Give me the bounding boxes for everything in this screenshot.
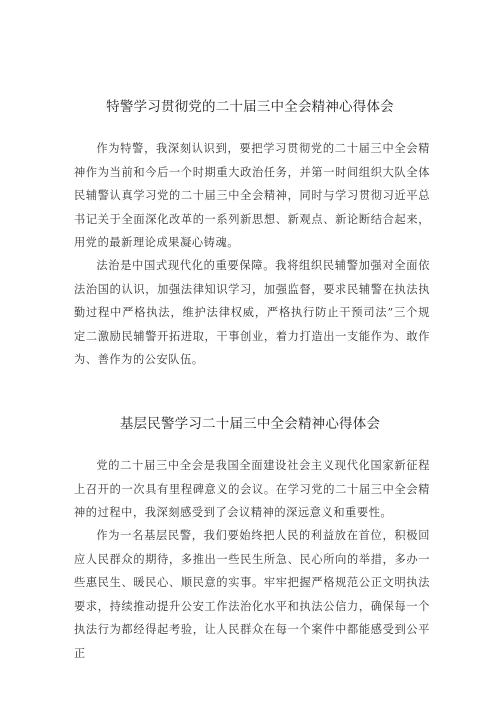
section-2-title: 基层民警学习二十届三中全会精神心得体会 [119, 416, 381, 432]
section-2-paragraph-2: 作为一名基层民警，我们要始终把人民的利益放在首位，积极回应人民群众的期待，多推出一些民生所急、民心所向的举措，多办一些惠民生、暖民心、顺民意的实事。牢牢把握严格规范公正文明执法要求，持续推动提升公安工作法治化水平和执法公信力，确保每一个执法行为都经得起考验，让人民群众在每一个案件中都能感受到公平正 [74, 529, 430, 660]
section-1-paragraph-1: 作为特警，我深刻认识到，要把学习贯彻党的二十届三中全会精神作为当前和今后一个时期重大政治任务，并第一时间组织大队全体民辅警认真学习党的二十届三中全会精神，同时与学习贯彻习近平总书记关于全面深化改革的一系列新思想、新观点、新论断结合起来，用党的最新理论成果凝心铸魂。 [74, 142, 430, 249]
section-1-title: 特警学习贯彻党的二十届三中全会精神心得体会 [106, 99, 394, 115]
section-1-paragraph-2: 法治是中国式现代化的重要保障。我将组织民辅警加强对全面依法治国的认识，加强法律知识学习，加强监督，要求民辅警在执法执勤过程中严格执法，维护法律权威，严格执行防止干预司法”三个规定二激励民辅警开拓进取，干事创业，着力打造出一支能作为、敢作为、善作为的公安队伍。 [74, 259, 430, 366]
section-2-paragraph-1: 党的二十届三中全会是我国全面建设社会主义现代化国家新征程上召开的一次具有里程碑意义的会议。在学习党的二十届三中全会精神的过程中，我深刻感受到了会议精神的深远意义和重要性。 [74, 459, 430, 519]
